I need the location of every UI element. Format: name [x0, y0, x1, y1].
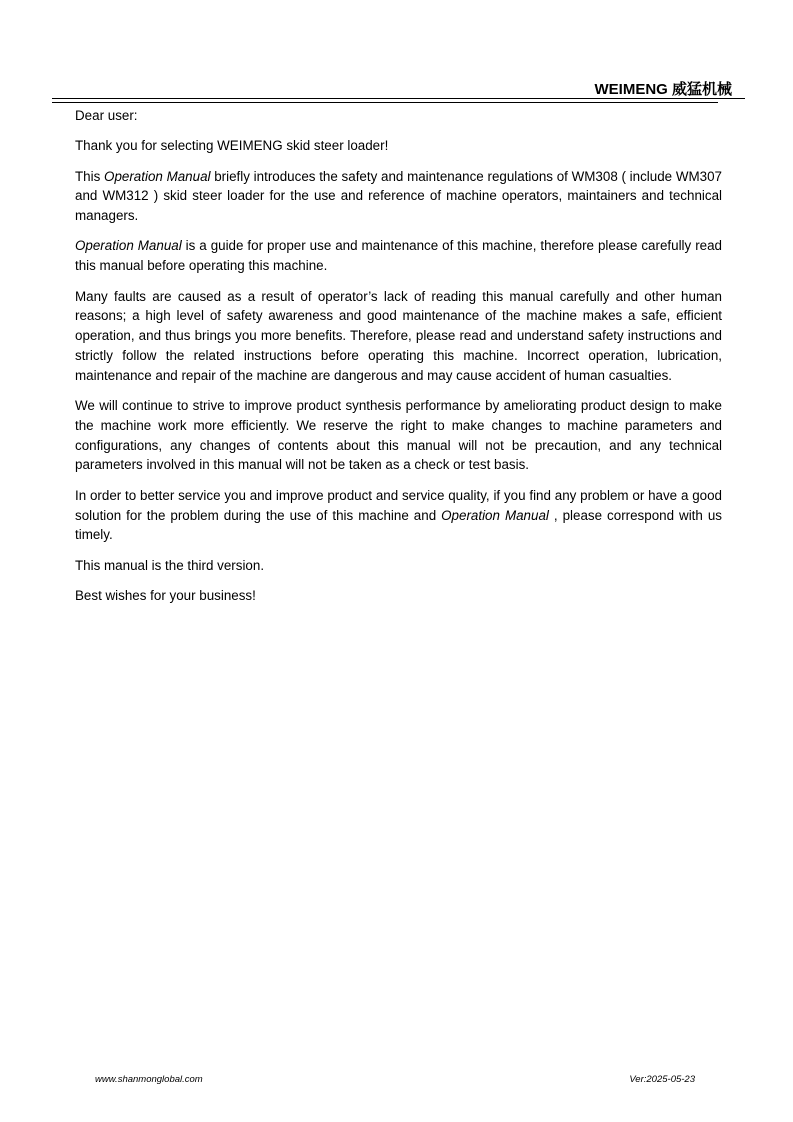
- text: is a guide for proper use and maintenance of this machine, therefore please carefully read this manual before operating this machine.: [75, 238, 722, 274]
- manual-title: Operation Manual: [441, 507, 549, 523]
- manual-title: Operation Manual: [75, 238, 182, 254]
- footer-version: Ver:2025-05-23: [629, 1074, 695, 1085]
- closing: Best wishes for your business!: [75, 587, 256, 603]
- text: In order to better service you and improve product and service quality, if you find any problem or have a good solution for the problem during the use of this machine and: [75, 487, 722, 523]
- salutation: Dear user:: [75, 108, 138, 123]
- document-body: [75, 106, 722, 616]
- footer-url: www.shanmonglobal.com: [95, 1074, 203, 1085]
- paragraph: Thank you for selecting WEIMENG skid steer loader!: [75, 138, 389, 154]
- header-brand: WEIMENG 威猛机械: [594, 81, 732, 98]
- paragraph: We will continue to strive to improve product synthesis performance by ameliorating product design to make the machine work more efficiently. We reserve the right to make changes to machine parameters and configurations, any changes of contents about this manual will not be precaution, and any technical parameters involved in this manual will not be taken as a check or test basis.: [75, 398, 722, 473]
- text: briefly introduces the safety and maintenance regulations of WM308 ( include WM307 and WM312 ) skid steer loader for the use and reference of machine operators, maintainers and technical managers.: [75, 168, 722, 224]
- paragraph: [75, 236, 722, 276]
- text: This: [75, 168, 105, 184]
- paragraph: [75, 486, 722, 545]
- paragraph: Many faults are caused as a result of operator’s lack of reading this manual carefully and other human reasons; a high level of safety awareness and good maintenance of the machine makes a safe, efficient operation, and thus brings you more benefits. Therefore, please read and understand safety instructions and strictly follow the related instructions before operating this machine. Incorrect operation, lubrication, maintenance and repair of the machine are dangerous and may cause accident of human casualties.: [75, 288, 722, 383]
- paragraph: [75, 167, 722, 226]
- text: , please correspond with us timely.: [75, 507, 722, 543]
- paragraph: This manual is the third version.: [75, 557, 265, 573]
- header-rule-thick: [52, 98, 745, 99]
- manual-title: Operation Manual: [104, 168, 211, 184]
- header-rule-thin: [52, 102, 718, 103]
